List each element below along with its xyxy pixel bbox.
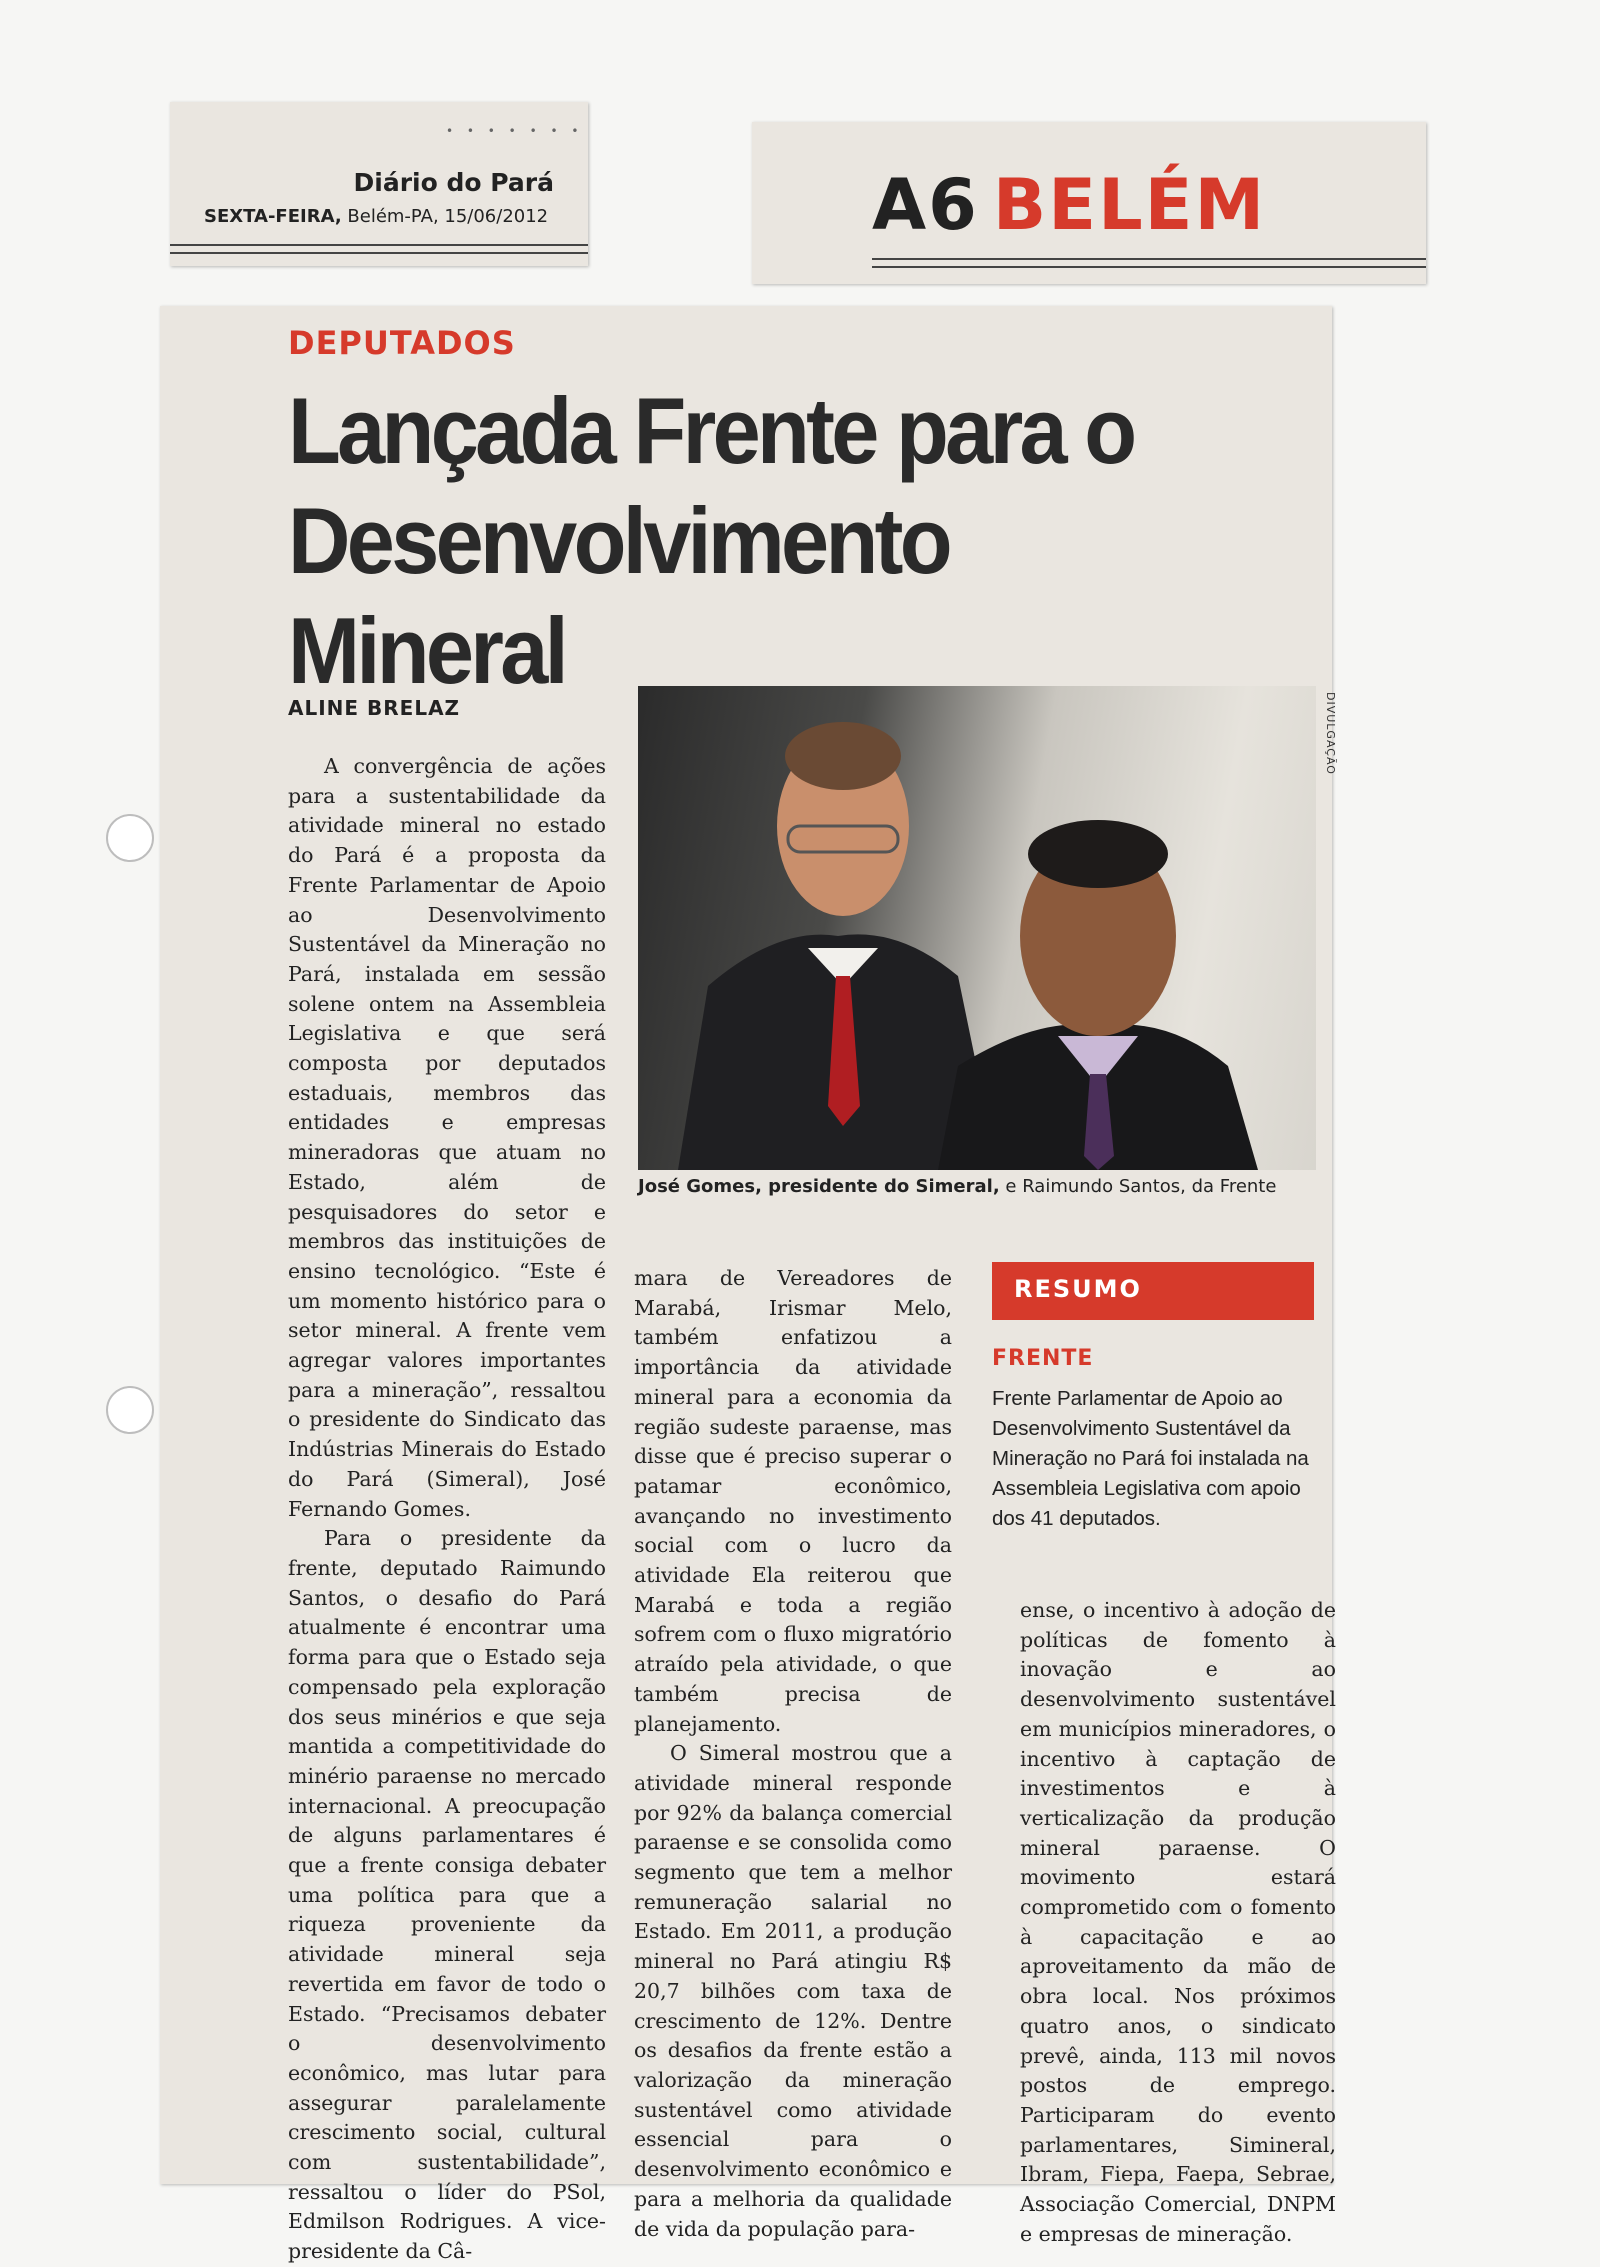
article-column-2	[634, 1264, 952, 2244]
masthead-clipping	[170, 102, 588, 266]
photo-caption	[638, 1176, 1358, 1197]
headline-line-2: Desenvolvimento Mineral	[288, 488, 949, 703]
article-paragraph: Para o presidente da frente, deputado Raimundo Santos, o desafio do Pará atualmente é encontrar uma forma para que o Estado seja compensado pela exploração dos seus minérios e que seja mantida a competitividade do minério paraense no mercado internacional. A preocupação de alguns parlamentares é que a frente consiga debater uma política para que a riqueza proveniente da atividade mineral seja revertida em favor de todo o Estado. “Precisamos debater o desenvolvimento econômico, mas lutar para assegurar paralelamente crescimento social, cultural com sustentabilidade”, ressaltou o líder do PSol, Edmilson Rodrigues. A vice-presidente da Câ-	[288, 1526, 606, 2264]
article-byline: ALINE BRELAZ	[288, 696, 461, 720]
section-rule	[872, 258, 1426, 260]
caption-bold: José Gomes, presidente do Simeral,	[638, 1176, 1000, 1197]
article-paragraph: O Simeral mostrou que a atividade mineral responde por 92% da balança comercial paraense e se consolida como segmento que tem a melhor remuneração salarial no Estado. Em 2011, a produção mineral no Pará atingiu R$ 20,7 bilhões com taxa de crescimento de 12%. Dentre os desafios da frente estão a valorização da mineração sustentável como atividade essencial para o desenvolvimento econômico e para a melhoria da qualidade de vida da população para-	[634, 1741, 952, 2241]
article-photo	[638, 686, 1316, 1170]
article-paragraph: A convergência de ações para a sustentabilidade da atividade mineral no estado do Pará é a proposta da Frente Parlamentar de Apoio ao Desenvolvimento Sustentável da Mineração no Pará, instalada em sessão solene ontem na Assembleia Legislativa e que será composta por deputados estaduais, membros das entidades e empresas mineradoras que atuam no Estado, além de pesquisadores do setor e membros das instituições de ensino tecnológico. “Este é um momento histórico para o setor mineral. A frente vem agregar valores importantes para a mineração”, ressaltou o presidente do Sindicato das Indústrias Minerais do Estado do Pará (Simeral), José Fernando Gomes.	[288, 754, 606, 1521]
headline-line-1: Lançada Frente para o	[288, 378, 1134, 483]
newspaper-name: Diário do Pará	[353, 168, 554, 197]
resumo-subtitle: FRENTE	[992, 1346, 1094, 1371]
article-kicker: DEPUTADOS	[288, 324, 516, 362]
masthead-rule-2	[170, 252, 588, 254]
article-headline	[288, 376, 1236, 706]
section-name: BELÉM	[992, 164, 1267, 246]
dateline-place-date: Belém-PA, 15/06/2012	[341, 206, 549, 227]
page-number: A6	[872, 164, 979, 246]
article-column-3	[1020, 1596, 1336, 2249]
article-clipping	[160, 306, 1337, 2264]
binder-hole-bottom	[106, 1386, 154, 1434]
section-heading	[872, 164, 1266, 246]
section-clipping	[752, 122, 1426, 284]
article-column-1	[288, 752, 606, 2267]
resumo-banner	[992, 1262, 1314, 1320]
resumo-body: Frente Parlamentar de Apoio ao Desenvolvimento Sustentável da Mineração no Pará foi instalada na Assembleia Legislativa com apoio dos 41 deputados.	[992, 1387, 1309, 1530]
article-paragraph: mara de Vereadores de Marabá, Irismar Melo, também enfatizou a importância da atividade mineral para a economia da região sudeste paraense, mas disse que é preciso superar o patamar econômico, avançando no investimento social com o lucro da atividade Ela reiterou que Marabá e toda a região sofrem com o fluxo migratório atraído pela atividade, o que também precisa de planejamento.	[634, 1266, 952, 1736]
photo-credit: DIVULGAÇÃO	[1324, 692, 1337, 775]
dateline	[204, 206, 548, 227]
resumo-banner-label: RESUMO	[1014, 1275, 1142, 1303]
masthead-rule	[170, 244, 588, 246]
article-paragraph: ense, o incentivo à adoção de políticas de fomento à inovação e ao desenvolvimento sustentável em municípios mineradores, o incentivo à captação de investimentos e à verticalização da produção mineral paraense. O movimento estará comprometido com o fomento à capacitação e ao aproveitamento da mão de obra local. Nos próximos quatro anos, o sindicato prevê, ainda, 113 mil novos postos de emprego. Participaram do evento parlamentares, Simineral, Ibram, Fiepa, Faepa, Sebrae, Associação Comercial, DNPM e empresas de mineração.	[1020, 1598, 1336, 2246]
binder-hole-top	[106, 814, 154, 862]
photo-illustration	[638, 686, 1316, 1170]
masthead-dots-decoration: • • • • • • •	[446, 124, 584, 138]
section-rule-2	[872, 266, 1426, 268]
caption-rest: e Raimundo Santos, da Frente	[999, 1176, 1277, 1197]
dateline-weekday: SEXTA-FEIRA,	[204, 206, 342, 227]
